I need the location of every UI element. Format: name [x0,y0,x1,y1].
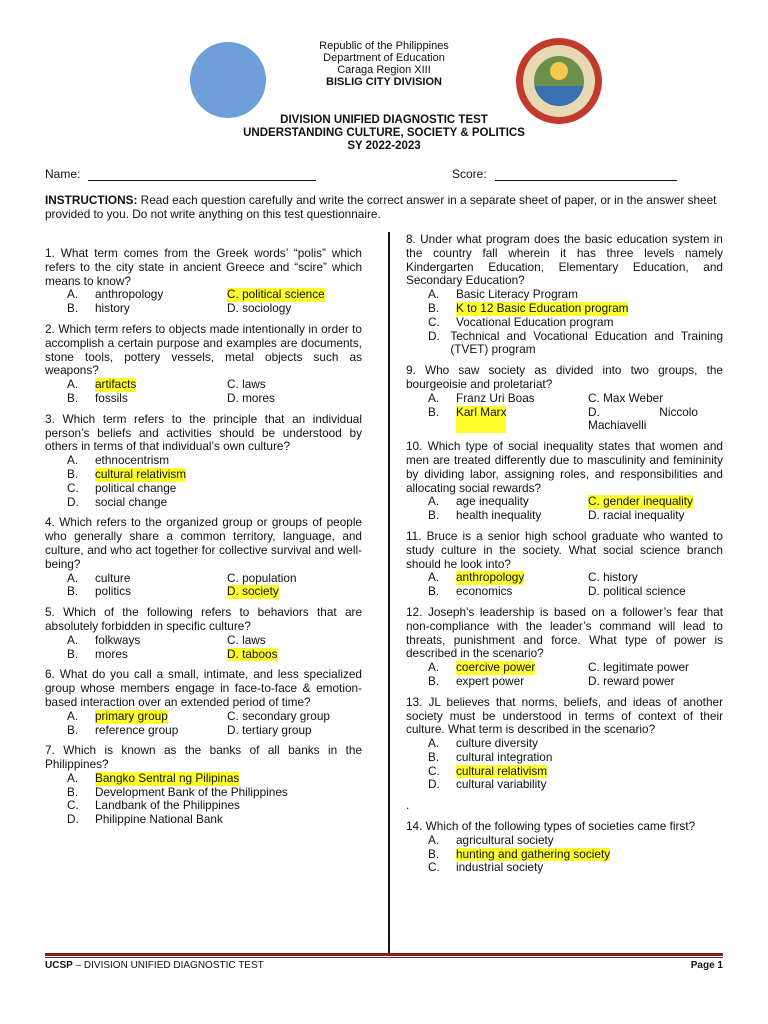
option-letter: B. [428,584,440,599]
question-item [406,606,723,689]
answer-row [45,572,362,586]
option-letter: A. [428,736,440,751]
answer-option [428,737,723,751]
option-letter: D. [428,777,440,792]
option-text: Philippine National Bank [95,812,223,827]
name-field[interactable] [88,180,316,181]
option-text: Vocational Education program [456,314,614,329]
option-text: C. laws [227,377,266,392]
option-letter: D. [67,494,79,509]
option-text: industrial society [456,860,544,875]
option-text: anthropology [95,287,164,302]
answer-option [67,482,362,496]
answer-option [588,392,698,406]
answer-option [67,302,227,316]
option-letter: B. [67,584,79,599]
answer-option [428,765,723,779]
question-item [45,668,362,737]
question-item [406,820,723,875]
answer-option [428,406,588,434]
option-letter: C. [428,314,440,329]
instructions-text: Read each question carefully and write the correct answer in a separate sheet of paper, or in the answer sheet provided to you. Do not write anything on this test questionnaire. [45,193,717,221]
answer-row [45,585,362,599]
option-letter: A. [428,660,440,675]
answer-row [45,648,362,662]
answer-option [428,316,723,330]
answer-option [428,675,588,689]
option-text: culture [95,570,131,585]
answer-option [67,710,227,724]
answer-option [227,302,337,316]
option-text: Technical and Vocational Education and Training (TVET) program [450,328,723,357]
footer-test-name: – DIVISION UNIFIED DIAGNOSTIC TEST [72,960,264,971]
answer-option [588,406,698,434]
answer-option [428,751,723,765]
highlighted-answer: K to 12 Basic Education program [456,300,629,315]
option-letter: B. [67,646,79,661]
question-text: 8. Under what program does the basic education system in the country fall wherein it has three levels namely Kindergarten Education, Elementary Education, and Secondary Education? [406,232,723,288]
question-text: 9. Who saw society as divided into two groups, the bourgeoisie and proletariat? [406,363,723,391]
answer-option [67,634,227,648]
highlighted-answer: C. gender inequality [588,494,693,509]
answer-option [67,378,227,392]
option-text: expert power [456,673,525,688]
option-text: mores [95,646,128,661]
option-text: D. mores [227,390,275,405]
column-divider [388,232,390,954]
answer-option [227,585,337,599]
header-line-republic: Republic of the Philippines [319,40,449,52]
answer-option [67,288,227,302]
answer-option [67,392,227,406]
right-question-column [406,233,723,882]
header-line-region: Caraga Region XIII [337,64,431,76]
option-letter: A. [428,832,440,847]
answer-option [227,288,337,302]
option-letter: C. [67,798,79,813]
question-item [406,696,723,793]
option-text: economics [456,584,513,599]
option-letter: A. [67,453,79,468]
answer-row [406,778,723,792]
question-item [406,233,723,357]
option-letter: A. [428,494,440,509]
option-text: D. political science [588,584,686,599]
option-text: D. Niccolo Machiavelli [588,404,698,433]
option-text: C. history [588,570,638,585]
answer-row [406,661,723,675]
answer-row [45,496,362,510]
option-text: ethnocentrism [95,453,170,468]
question-item [45,516,362,599]
question-text: 14. Which of the following types of societies came first? [406,819,696,834]
option-text: age inequality [456,494,529,509]
answer-row [45,288,362,302]
option-letter: C. [428,860,440,875]
header-line-division: BISLIG CITY DIVISION [326,76,442,88]
answer-row [406,765,723,779]
option-text: fossils [95,390,128,405]
answer-row [45,710,362,724]
highlighted-answer: artifacts [95,377,137,392]
question-item [45,413,362,510]
footer-rule [45,953,723,956]
option-text: cultural integration [456,749,553,764]
answer-row [45,482,362,496]
highlighted-answer: Karl Marx [456,406,506,434]
option-letter: B. [67,466,79,481]
header-line-deped: Department of Education [323,52,445,64]
answer-option [67,496,362,510]
answer-option [428,661,588,675]
footer-subject: UCSP [45,960,73,971]
answer-row [45,799,362,813]
option-letter: B. [428,300,440,315]
answer-option [588,571,698,585]
name-label: Name: [45,167,81,181]
answer-option [227,572,337,586]
answer-option [67,813,362,827]
answer-option [227,648,337,662]
answer-row [406,392,723,406]
option-text: C. population [227,570,297,585]
answer-row [45,786,362,800]
test-title: DIVISION UNIFIED DIAGNOSTIC TEST [280,114,488,126]
option-letter: A. [428,390,440,405]
option-text: folkways [95,632,141,647]
option-letter: B. [428,673,440,688]
answer-option [227,392,337,406]
answer-row [406,848,723,862]
question-text: 1. What term comes from the Greek words’ “polis” which refers to the city state in ancient Greece and “scire” which means to know? [45,246,362,288]
option-letter: B. [67,784,79,799]
option-letter: A. [67,770,79,785]
answer-option [428,778,723,792]
question-item [406,364,723,433]
option-letter: C. [428,763,440,778]
highlighted-answer: hunting and gathering society [456,846,611,861]
option-text: C. laws [227,632,266,647]
option-letter: B. [67,390,79,405]
instructions [45,193,725,221]
left-question-column [45,247,362,834]
answer-row [45,378,362,392]
footer-left [45,960,264,971]
score-field[interactable] [495,180,677,181]
answer-option [227,378,337,392]
option-text: C. Max Weber [588,390,664,405]
option-text: Development Bank of the Philippines [95,784,288,799]
option-text: cultural variability [456,777,547,792]
answer-option [227,710,337,724]
answer-option [428,330,723,358]
footer-rule-thin [45,957,723,958]
question-text: 13. JL believes that norms, beliefs, and ideas of another society must be understood in terms of context of their culture. What term is described in the scenario? [406,694,723,737]
option-text: D. sociology [227,301,292,316]
option-letter: B. [428,404,440,419]
instructions-label: INSTRUCTIONS: [45,193,138,207]
answer-row [406,495,723,509]
question-text: 11. Bruce is a senior high school graduate who wanted to study culture in the society. What social science branch should he look into? [406,528,723,571]
option-text: social change [95,494,168,509]
page-number: Page 1 [690,960,723,971]
answer-option [588,495,698,509]
question-item [45,744,362,827]
question-text: 6. What do you call a small, intimate, and less specialized group whose members engage in face-to-face & emotion-based interaction over an extended period of time? [45,667,362,709]
option-text: D. reward power [588,673,675,688]
question-item [45,247,362,316]
answer-option [428,288,723,302]
school-year: SY 2022-2023 [347,140,421,152]
option-text: political change [95,480,177,495]
highlighted-answer: D. society [227,584,279,599]
option-text: Basic Literacy Program [456,287,578,302]
option-text: C. secondary group [227,708,330,723]
question-text: . [406,798,410,813]
question-text: 7. Which is known as the banks of all banks in the Philippines? [45,743,362,772]
option-text: politics [95,584,132,599]
question-text: 4. Which refers to the organized group or groups of people who generally share a common territory, language, and culture, and who act together for collective survival and well-being? [45,515,362,571]
answer-row [45,772,362,786]
answer-option [428,392,588,406]
option-text: Franz Uri Boas [456,390,535,405]
answer-option [67,772,362,786]
answer-option [588,509,698,523]
answer-option [588,585,698,599]
answer-option [67,799,362,813]
highlighted-answer: D. taboos [227,646,278,661]
answer-option [67,786,362,800]
option-letter: A. [428,287,440,302]
question-text: 2. Which term refers to objects made intentionally in order to accomplish a certain purpose and examples are documents, stone tools, pottery vessels, metal objects such as weapons? [45,321,362,378]
answer-row [406,861,723,875]
answer-row [45,813,362,827]
answer-option [428,834,723,848]
answer-row [406,316,723,330]
option-text: agricultural society [456,832,554,847]
answer-row [406,509,723,523]
answer-option [428,861,723,875]
highlighted-answer: Bangko Sentral ng Pilipinas [95,770,240,785]
option-letter: C. [67,480,79,495]
option-letter: B. [428,508,440,523]
answer-row [406,288,723,302]
highlighted-answer: anthropology [456,570,525,585]
option-letter: B. [67,301,79,316]
question-item [406,530,723,599]
option-text: D. racial inequality [588,508,685,523]
answer-option [428,571,588,585]
answer-row [45,392,362,406]
option-text: C. legitimate power [588,660,689,675]
question-item [45,606,362,661]
option-text: health inequality [456,508,542,523]
option-letter: D. [67,812,79,827]
option-letter: B. [428,749,440,764]
option-letter: A. [67,708,79,723]
answer-option [588,675,698,689]
answer-row [45,634,362,648]
answer-option [67,648,227,662]
answer-option [428,302,723,316]
answer-option [67,454,362,468]
question-item [45,323,362,406]
option-text: history [95,301,130,316]
answer-option [588,661,698,675]
question-item [406,440,723,523]
answer-row [406,302,723,316]
option-letter: A. [67,377,79,392]
answer-option [67,724,227,738]
answer-option [428,848,723,862]
answer-option [428,585,588,599]
subject-title: UNDERSTANDING CULTURE, SOCIETY & POLITICS [243,127,525,139]
answer-row [45,468,362,482]
question-text: 12. Joseph’s leadership is based on a follower’s fear that non-compliance with the leader’s command will lead to threats, punishment and force. What type of power is described in the scenario? [406,604,723,661]
answer-option [67,585,227,599]
option-text: reference group [95,722,179,737]
option-letter: B. [67,722,79,737]
answer-option [428,509,588,523]
question-text: 3. Which term refers to the principle that an individual person’s beliefs and activities should be understood by others in terms of that individual’s own culture? [45,411,362,454]
answer-row [45,724,362,738]
question-text: 10. Which type of social inequality states that women and men are treated differently due to masculinity and femininity by dividing labor, assigning roles, and responsibilities and allocating social rewards? [406,439,723,495]
option-letter: D. [428,328,440,343]
answer-option [227,634,337,648]
option-letter: A. [428,570,440,585]
option-text: Landbank of the Philippines [95,798,240,813]
question-text: 5. Which of the following refers to behaviors that are absolutely forbidden in specific culture? [45,605,362,633]
answer-row [406,406,723,434]
answer-row [406,585,723,599]
answer-row [406,330,723,358]
highlighted-answer: primary group [95,708,168,723]
option-letter: B. [428,846,440,861]
answer-option [67,572,227,586]
answer-option [227,724,337,738]
highlighted-answer: coercive power [456,660,536,675]
option-letter: A. [67,632,79,647]
option-letter: A. [67,570,79,585]
option-text: D. tertiary group [227,722,312,737]
answer-row [45,302,362,316]
option-letter: A. [67,287,79,302]
option-text: culture diversity [456,736,538,751]
highlighted-answer: C. political science [227,287,325,302]
question-item [406,799,723,813]
score-label: Score: [452,167,487,181]
answer-row [406,751,723,765]
answer-option [67,468,362,482]
answer-row [406,675,723,689]
answer-option [428,495,588,509]
highlighted-answer: cultural relativism [456,763,548,778]
highlighted-answer: cultural relativism [95,466,187,481]
answer-row [406,737,723,751]
answer-row [45,454,362,468]
answer-row [406,834,723,848]
answer-row [406,571,723,585]
